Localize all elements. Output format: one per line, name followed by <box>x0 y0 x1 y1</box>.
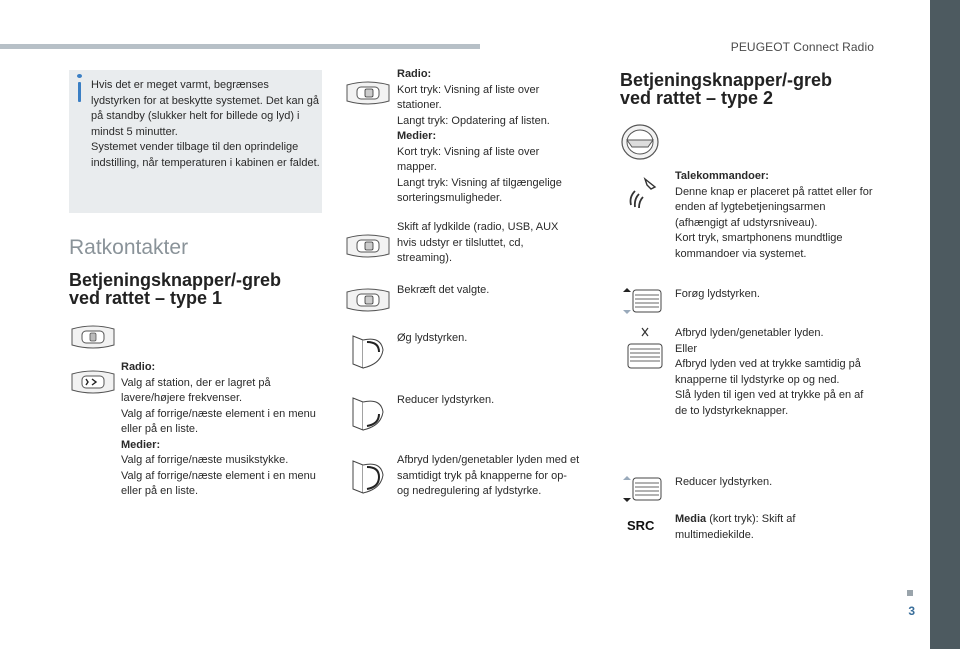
volume-wheel-icon <box>345 330 387 377</box>
middle-radio-block: Radio: Kort tryk: Visning af liste over stationer. Langt tryk: Opdatering af listen. Medier: Kort tryk: Visning af liste over mapper. Langt tryk: Visning af tilgængelige sorteringsmuligheder. <box>397 68 562 204</box>
header-rule <box>0 44 480 49</box>
voice-command-block: Talekommandoer: Denne knap er placeret på rattet eller for enden af lygtebetjeningsarmen (afhængigt af udstyrsniveau). Kort tryk, smartphonens mundtlige kommandoer via systemet. <box>675 170 873 260</box>
side-band <box>930 0 960 649</box>
volume-wheel-icon <box>345 392 387 439</box>
voice-command-icon <box>625 175 661 216</box>
mute-icon <box>622 326 666 377</box>
section-title: Ratkontakter <box>69 236 189 259</box>
info-note <box>69 70 322 213</box>
end-of-section-mark <box>907 590 913 596</box>
note-text-1: Hvis det er meget varmt, begrænses lydstyrken for at beskytte systemet. Det kan gå på standby (slukker helt for billede og lyd) i mindst 5 minutter. <box>91 79 320 138</box>
src-icon: SRC <box>627 518 655 533</box>
steering-pad-icon <box>68 323 118 356</box>
steering-pad-icon <box>343 286 393 319</box>
page-number: 3 <box>908 604 915 618</box>
steering-pad-icon <box>68 368 118 401</box>
type2-heading: Betjeningsknapper/-greb ved rattet – type 2 <box>620 70 833 108</box>
type1-radio-block: Radio: Valg af station, der er lagret på lavere/højere frekvenser. Valg af forrige/næste element i en menu eller på en liste. Medier: Valg af forrige/næste musikstykke. Valg af forrige/næste element i en menu eller på en liste. <box>121 361 316 497</box>
volume-wheel-icon <box>619 476 665 509</box>
type2-mute-block: Afbryd lyden/genetabler lyden. Eller Afbryd lyden ved at trykke samtidig på knapperne til lydstyrke op og ned. Slå lyden til igen ved at trykke på en af de to lydstyrkeknapper. <box>675 327 864 417</box>
confirm-text: Bekræft det valgte. <box>397 284 490 296</box>
brand-title: PEUGEOT Connect Radio <box>730 40 874 54</box>
vol-down-text: Reducer lydstyrken. <box>397 394 495 406</box>
vol-up-text: Øg lydstyrken. <box>397 332 468 344</box>
type2-media-block: Media (kort tryk): Skift af multimediekilde. <box>675 513 796 541</box>
note-text-2: Systemet vender tilbage til den oprindelige indstilling, når temperaturen i kabinen er faldet. <box>91 141 320 169</box>
type2-vol-down-text: Reducer lydstyrken. <box>675 476 773 488</box>
mute-text: Afbryd lyden/genetabler lyden med et samtidigt tryk på knapperne for op- og nedregulering af lydstyrke. <box>397 454 580 497</box>
steering-pad-icon <box>343 79 393 112</box>
steering-wheel-icon <box>620 123 660 166</box>
source-text: Skift af lydkilde (radio, USB, AUX hvis udstyr er tilsluttet, cd, streaming). <box>397 221 559 264</box>
steering-pad-icon <box>343 232 393 265</box>
type2-vol-up-text: Forøg lydstyrken. <box>675 288 760 300</box>
type1-heading: Betjeningsknapper/-greb ved rattet – type 1 <box>69 270 282 308</box>
volume-wheel-icon <box>619 288 665 321</box>
volume-wheel-icon <box>345 455 387 502</box>
